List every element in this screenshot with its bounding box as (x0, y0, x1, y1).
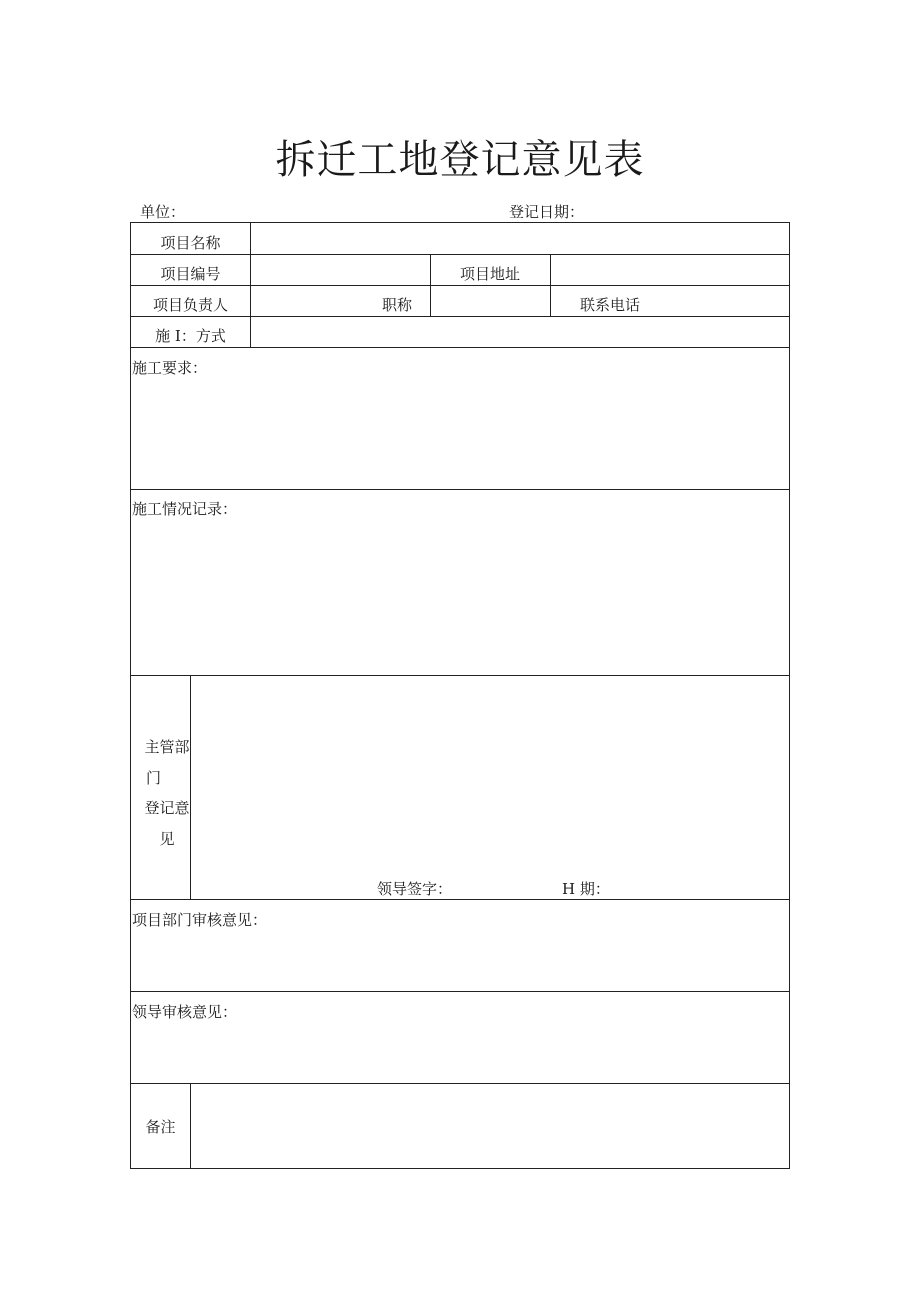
phone-label: 联系电话 (579, 296, 640, 314)
dept-opinion-field[interactable] (192, 677, 788, 867)
row-divider (131, 489, 789, 490)
job-title-label: 职称 (381, 296, 412, 314)
dept-opinion-label-line: 登记意 (144, 799, 190, 817)
dept-opinion-label-line: 门 (146, 768, 162, 787)
project-address-field[interactable] (551, 255, 789, 284)
construction-method-label: 施 I：方式 (155, 327, 226, 345)
construction-requirements-field[interactable] (132, 379, 788, 487)
row-divider (131, 991, 789, 992)
construction-record-field[interactable] (132, 521, 788, 673)
project-address-label: 项目地址 (459, 265, 520, 283)
construction-method-field[interactable] (251, 317, 789, 346)
row-divider (131, 1083, 789, 1084)
job-title-field[interactable] (431, 286, 549, 315)
project-number-label: 项目编号 (160, 265, 221, 283)
project-dept-review-field[interactable] (132, 931, 788, 989)
page-title: 拆迁工地登记意见表 (275, 137, 645, 183)
row-divider (131, 899, 789, 900)
project-name-label: 项目名称 (160, 234, 221, 252)
unit-label: 单位： (140, 203, 186, 221)
construction-record-label: 施工情况记录： (132, 500, 238, 518)
registration-form (130, 222, 790, 1169)
registration-date-label: 登记日期： (509, 203, 585, 221)
leader-review-field[interactable] (132, 1023, 788, 1081)
construction-requirements-label: 施工要求： (132, 359, 208, 377)
remarks-label: 备注 (145, 1117, 176, 1136)
row-divider (131, 675, 789, 676)
column-divider (190, 1083, 191, 1169)
project-name-field[interactable] (251, 224, 789, 253)
project-dept-review-label: 项目部门审核意见： (132, 911, 268, 929)
project-manager-label: 项目负责人 (152, 296, 228, 314)
remarks-field[interactable] (192, 1085, 788, 1167)
dept-opinion-label (135, 732, 199, 854)
signature-date-label: H 期： (562, 880, 610, 898)
leader-review-label: 领导审核意见： (132, 1003, 238, 1021)
project-number-field[interactable] (251, 255, 429, 284)
dept-opinion-label-line: 主管部 (144, 738, 190, 756)
leader-signature-label: 领导签字： (377, 880, 453, 898)
dept-opinion-label-line: 见 (159, 829, 175, 848)
